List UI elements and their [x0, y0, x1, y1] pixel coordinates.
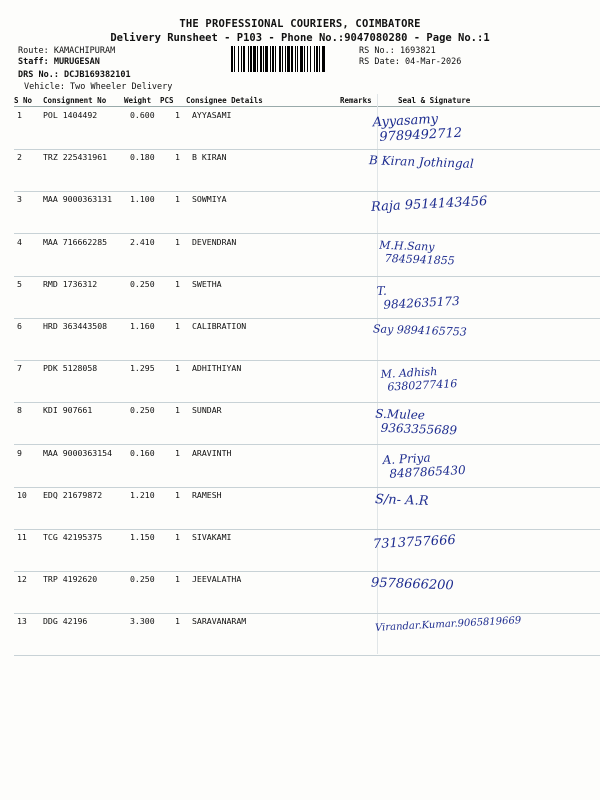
cell-consignment: TRP 4192620	[43, 574, 98, 585]
barcode-bar	[231, 46, 233, 72]
cell-weight: 0.250	[130, 574, 155, 585]
barcode-image	[230, 46, 356, 72]
barcode-bar	[319, 46, 320, 72]
signature-line: B Kiran Jothingal	[368, 153, 474, 172]
cell-pcs: 1	[175, 616, 180, 627]
cell-sno: 3	[17, 194, 22, 205]
col-sno: S No	[14, 96, 33, 105]
signature-handwriting	[376, 280, 460, 312]
barcode-bar	[270, 46, 271, 72]
cell-weight: 1.160	[130, 321, 155, 331]
signature-line: A. Priya	[382, 450, 431, 467]
signature-phone: 9363355689	[380, 421, 458, 438]
signature-handwriting	[369, 153, 474, 171]
signature-phone: 8487865430	[389, 462, 467, 481]
barcode-bar	[322, 46, 325, 72]
cell-weight: 1.100	[130, 194, 155, 205]
route-label: Route: KAMACHIPURAM	[18, 46, 116, 56]
signature-handwriting	[380, 364, 457, 394]
cell-consignment: RMD 1736312	[43, 278, 98, 289]
table-header	[14, 94, 600, 107]
signature-line: 9578666200	[370, 575, 454, 594]
cell-pcs: 1	[175, 363, 180, 374]
cell-pcs: 1	[175, 574, 180, 585]
barcode-bar	[282, 46, 283, 72]
cell-sno: 6	[17, 321, 22, 331]
rs-number: RS No.: 1693821	[359, 46, 436, 56]
drs-number: DRS No.: DCJB169382101	[18, 70, 131, 80]
barcode-bar	[243, 46, 245, 72]
barcode-bar	[307, 46, 308, 72]
signature-handwriting	[371, 194, 488, 215]
signature-line: Ayyasamy	[372, 111, 439, 131]
cell-sno: 5	[17, 278, 22, 289]
cell-weight: 3.300	[130, 616, 155, 627]
barcode-bar	[310, 46, 311, 72]
cell-weight: 0.160	[130, 447, 155, 458]
signature-line: T.	[376, 283, 388, 298]
cell-pcs: 1	[175, 194, 180, 205]
signature-handwriting	[375, 407, 458, 438]
cell-consignee: SUNDAR	[192, 405, 222, 416]
cell-consignment: KDI 907661	[43, 405, 93, 416]
signature-handwriting	[382, 448, 466, 480]
cell-weight: 1.150	[130, 532, 155, 542]
cell-pcs: 1	[175, 236, 180, 247]
barcode-bar	[257, 46, 258, 72]
cell-consignee: CALIBRATION	[192, 321, 247, 331]
barcode-bar	[285, 46, 286, 72]
cell-consignment: PDK 5128058	[43, 363, 98, 374]
barcode-bar	[234, 46, 235, 72]
cell-pcs: 1	[175, 110, 180, 120]
cell-weight: 1.295	[130, 363, 155, 374]
signature-handwriting	[371, 576, 454, 594]
barcode-bar	[295, 46, 296, 72]
barcode-bar	[241, 46, 242, 72]
cell-consignee: SWETHA	[192, 278, 222, 289]
signature-line: Say 9894165753	[372, 322, 467, 339]
col-weight: Weight	[124, 96, 152, 105]
barcode-bar	[297, 46, 298, 72]
cell-weight: 2.410	[130, 236, 155, 247]
staff-label: Staff: MURUGESAN	[18, 57, 100, 67]
cell-consignee: ADHITHIYAN	[192, 363, 242, 374]
signature-phone: 6380277416	[387, 377, 458, 394]
cell-weight: 0.180	[130, 152, 155, 163]
cell-consignee: ARAVINTH	[192, 447, 232, 458]
cell-consignee: SOWMIYA	[192, 194, 227, 205]
signature-phone: 9789492712	[379, 125, 463, 145]
cell-pcs: 1	[175, 405, 180, 416]
cell-sno: 12	[17, 574, 27, 585]
cell-sno: 2	[17, 152, 22, 163]
cell-pcs: 1	[175, 278, 180, 289]
barcode-bar	[314, 46, 315, 72]
rs-date: RS Date: 04-Mar-2026	[359, 57, 462, 67]
signature-line: Virandar.Kumar.9065819669	[374, 615, 522, 635]
cell-sno: 11	[17, 532, 27, 542]
barcode-bar	[253, 46, 256, 72]
barcode-bar	[265, 46, 268, 72]
signature-line: S/n- A.R	[374, 491, 429, 509]
cell-weight: 0.250	[130, 278, 155, 289]
signature-line: 7313757666	[372, 532, 457, 553]
barcode-bar	[279, 46, 281, 72]
cell-consignment: MAA 716662285	[43, 236, 108, 247]
cell-consignment: EDQ 21679872	[43, 489, 103, 500]
cell-consignee: AYYASAMI	[192, 110, 232, 120]
signature-line: S.Mulee	[375, 406, 426, 423]
cell-pcs: 1	[175, 532, 180, 542]
signature-phone: 7845941855	[384, 251, 455, 267]
barcode-bar	[260, 46, 262, 72]
signature-phone: 9842635173	[383, 293, 461, 312]
barcode-bar	[238, 46, 239, 72]
barcode-bar	[248, 46, 249, 72]
cell-sno: 4	[17, 236, 22, 247]
cell-consignment: MAA 9000363154	[43, 447, 113, 458]
barcode-bar	[304, 46, 305, 72]
col-consignee-details: Consignee Details	[186, 96, 263, 105]
barcode-bar	[316, 46, 318, 72]
runsheet-title: Delivery Runsheet - P103 - Phone No.:9047080280 - Page No.:1	[110, 32, 490, 44]
signature-handwriting	[375, 492, 429, 509]
signature-handwriting	[379, 238, 456, 267]
col-pcs: PCS	[160, 96, 174, 105]
cell-consignment: MAA 9000363131	[43, 194, 113, 205]
cell-consignee: B KIRAN	[192, 152, 227, 163]
cell-sno: 9	[17, 447, 22, 458]
barcode-bar	[275, 46, 276, 72]
cell-sno: 7	[17, 363, 22, 374]
company-name: THE PROFESSIONAL COURIERS, COIMBATORE	[179, 18, 421, 30]
cell-weight: 0.600	[130, 110, 155, 120]
cell-sno: 8	[17, 405, 22, 416]
barcode-bar	[287, 46, 290, 72]
cell-consignment: TCG 42195375	[43, 532, 103, 542]
cell-consignment: DDG 42196	[43, 616, 88, 627]
cell-pcs: 1	[175, 489, 180, 500]
barcode-bar	[291, 46, 293, 72]
signature-line: M. Adhish	[380, 365, 438, 382]
cell-consignment: TRZ 225431961	[43, 152, 108, 163]
vehicle-label: Vehicle: Two Wheeler Delivery	[24, 82, 173, 92]
barcode-bar	[300, 46, 303, 72]
signature-handwriting	[375, 616, 522, 635]
signature-line: M.H.Sany	[379, 238, 435, 254]
col-consignment: Consignment No	[43, 96, 107, 105]
cell-pcs: 1	[175, 447, 180, 458]
cell-sno: 10	[17, 489, 27, 500]
cell-consignee: SARAVANARAM	[192, 616, 247, 627]
barcode-bar	[272, 46, 274, 72]
cell-consignment: HRD 363443508	[43, 321, 108, 331]
cell-consignee: RAMESH	[192, 489, 222, 500]
signature-area	[365, 107, 600, 667]
signature-line: Raja 9514143456	[370, 194, 488, 216]
cell-weight: 0.250	[130, 405, 155, 416]
cell-consignee: JEEVALATHA	[192, 574, 242, 585]
cell-consignment: POL 1404492	[43, 110, 98, 120]
col-seal-signature: Seal & Signature	[398, 96, 471, 105]
signature-handwriting	[373, 533, 456, 552]
cell-consignee: SIVAKAMI	[192, 532, 232, 542]
signature-handwriting	[372, 111, 462, 146]
cell-sno: 1	[17, 110, 22, 120]
barcode-bar	[263, 46, 264, 72]
cell-consignee: DEVENDRAN	[192, 236, 237, 247]
barcode-bar	[250, 46, 252, 72]
cell-pcs: 1	[175, 152, 180, 163]
col-remarks: Remarks	[340, 96, 372, 105]
cell-sno: 13	[17, 616, 27, 627]
signature-handwriting	[373, 322, 467, 338]
cell-weight: 1.210	[130, 489, 155, 500]
cell-pcs: 1	[175, 321, 180, 331]
